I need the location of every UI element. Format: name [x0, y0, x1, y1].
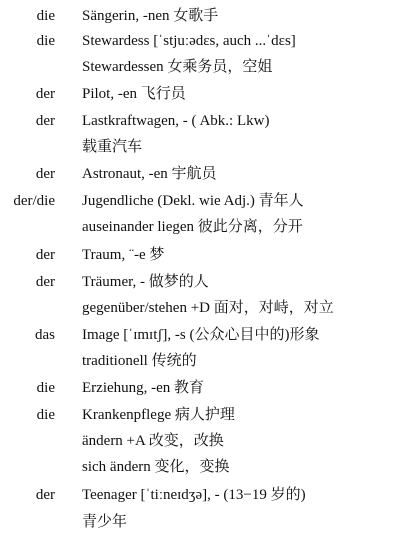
- word-line: Jugendliche (Dekl. wie Adj.) 青年人: [82, 193, 304, 209]
- word-line: Erziehung, -en 教育: [82, 380, 205, 396]
- article: die: [36, 33, 55, 49]
- entry-aendern: [0, 430, 401, 452]
- entry-sich-aendern: [0, 456, 401, 478]
- article: das: [35, 327, 55, 343]
- word-line: Lastkraftwagen, - ( Abk.: Lkw): [82, 113, 270, 129]
- word-line: auseinander liegen 彼此分离，分开: [82, 219, 303, 235]
- word-line: Teenager [ˈtiːneɪdʒə], - (13−19 岁的): [82, 487, 306, 503]
- word-line: Träumer, - 做梦的人: [82, 274, 209, 290]
- article: der: [35, 86, 55, 102]
- entry-traeumer: [0, 271, 401, 293]
- entry-jugendliche: [0, 190, 401, 212]
- entry-auseinander-liegen: [0, 216, 401, 238]
- article: der: [35, 487, 55, 503]
- entry-traditionell: [0, 350, 401, 372]
- entry-lastkraftwagen: [0, 110, 401, 132]
- entry-teenager-translation: [0, 511, 401, 533]
- article: der: [35, 274, 55, 290]
- word-line: Image [ˈɪmɪtʃ], -s (公众心目中的)形象: [82, 327, 320, 343]
- entry-saengerin: [0, 5, 401, 27]
- word-line: Krankenpflege 病人护理: [82, 407, 235, 423]
- article: der/die: [13, 193, 55, 209]
- entry-stewardess: [0, 30, 401, 52]
- word-line: Traum, ¨-e 梦: [82, 247, 165, 263]
- entry-lastkraftwagen-translation: [0, 136, 401, 158]
- word-line: sich ändern 变化，变换: [82, 459, 230, 475]
- entry-stewardess-plural: [0, 56, 401, 78]
- article: die: [36, 8, 55, 24]
- word-line: traditionell 传统的: [82, 353, 197, 369]
- entry-teenager: [0, 484, 401, 506]
- word-line: 载重汽车: [82, 139, 143, 155]
- article: der: [35, 166, 55, 182]
- word-line: Pilot, -en 飞行员: [82, 86, 186, 102]
- word-line: gegenüber/stehen +D 面对，对峙，对立: [82, 300, 334, 316]
- entry-gegenueberstehen: [0, 297, 401, 319]
- entry-traum: [0, 244, 401, 266]
- article: der: [35, 247, 55, 263]
- entry-image: [0, 324, 401, 346]
- entry-astronaut: [0, 163, 401, 185]
- entry-krankenpflege: [0, 404, 401, 426]
- word-line: ändern +A 改变，改换: [82, 433, 224, 449]
- word-line: Stewardess [ˈstjuːədɛs, auch ...ˈdɛs]: [82, 33, 296, 49]
- article: die: [36, 407, 55, 423]
- word-line: Stewardessen 女乘务员，空姐: [82, 59, 273, 75]
- entry-erziehung: [0, 377, 401, 399]
- article: der: [35, 113, 55, 129]
- word-line: 青少年: [82, 514, 128, 530]
- word-line: Sängerin, -nen 女歌手: [82, 8, 219, 24]
- entry-pilot: [0, 83, 401, 105]
- article: die: [36, 380, 55, 396]
- word-line: Astronaut, -en 宇航员: [82, 166, 217, 182]
